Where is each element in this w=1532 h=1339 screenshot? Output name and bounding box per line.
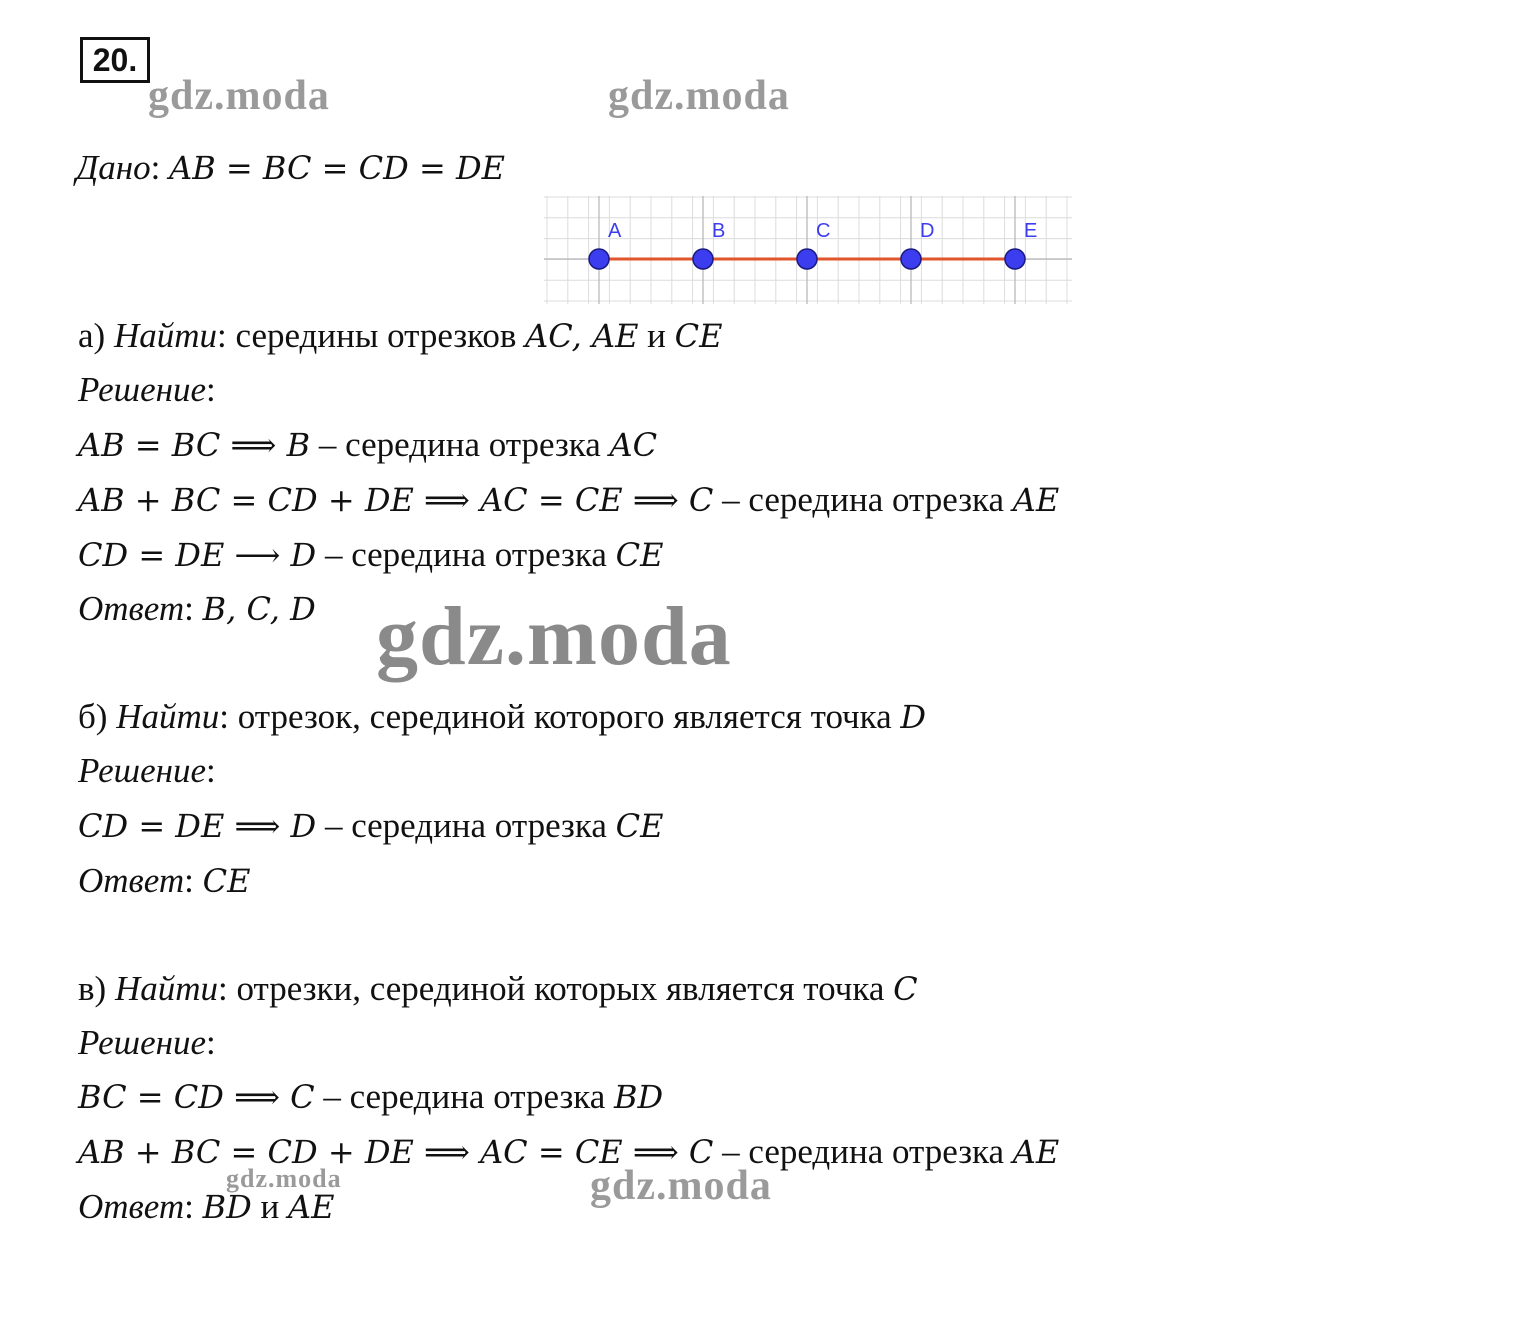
part-c-find-label: Найти — [114, 969, 218, 1008]
part-a-find — [78, 314, 723, 358]
given-equation: AB = BC = CD = DE — [169, 149, 505, 187]
part-b-find — [78, 695, 926, 739]
step-end: CE — [615, 807, 664, 845]
point-label-B: B — [712, 220, 726, 242]
point-B — [693, 249, 713, 269]
step-text: – середина отрезка — [713, 1132, 1013, 1171]
part-c-find-text: : отрезки, серединой которых является точка — [218, 969, 894, 1008]
part-a-find-math-1: AC, AE — [525, 317, 639, 355]
part-a-find-label: Найти — [113, 316, 218, 355]
watermark: gdz.moda — [590, 1163, 772, 1209]
point-E — [1005, 249, 1025, 269]
part-c-answer: Ответ: BD и AE — [78, 1187, 335, 1226]
solution-label: Решение — [78, 751, 207, 790]
part-a-step-1 — [78, 423, 657, 467]
step-math: AB = BC ⟹ B — [78, 426, 311, 464]
answer-label: Ответ — [78, 1187, 185, 1226]
part-c-find — [78, 967, 918, 1011]
answer-value-1: BD — [202, 1188, 252, 1226]
part-c-step-2 — [78, 1130, 1059, 1174]
step-math: AB + BC = CD + DE ⟹ AC = CE ⟹ C — [78, 481, 714, 519]
watermark: gdz.moda — [376, 590, 732, 683]
point-label-E: E — [1024, 220, 1038, 242]
step-end: AC — [609, 426, 658, 464]
part-a-solution-label: Решение: — [78, 370, 216, 409]
answer-and: и — [251, 1187, 288, 1226]
part-c-find-math: C — [893, 970, 918, 1008]
step-text: – середина отрезка — [314, 1077, 615, 1116]
answer-value: CE — [202, 862, 251, 900]
step-text: – середина отрезка — [316, 535, 616, 574]
solution-label: Решение — [78, 1023, 207, 1062]
part-b-find-math: D — [900, 698, 927, 736]
step-end: BD — [614, 1078, 664, 1116]
step-math: CD = DE ⟹ D — [78, 807, 317, 845]
answer-value-2: AE — [287, 1188, 335, 1226]
given-line — [76, 146, 505, 190]
step-math: BC = CD ⟹ C — [78, 1078, 315, 1116]
solution-label: Решение — [78, 370, 207, 409]
step-text: – середина отрезка — [310, 425, 610, 464]
part-a-prefix: а) — [78, 316, 106, 355]
watermark: gdz.moda — [226, 1164, 342, 1193]
step-text: – середина отрезка — [316, 806, 616, 845]
part-a-find-and: и — [638, 316, 675, 355]
part-b-answer: Ответ: CE — [78, 861, 251, 900]
part-a-step-2 — [78, 478, 1059, 522]
problem-number: 20. — [80, 37, 150, 83]
watermark: gdz.moda — [148, 73, 330, 119]
part-b-prefix: б) — [78, 697, 108, 736]
answer-label: Ответ — [78, 861, 185, 900]
point-label-D: D — [920, 220, 935, 242]
step-math: AB + BC = CD + DE ⟹ AC = CE ⟹ C — [78, 1133, 714, 1171]
part-b-step-1 — [78, 804, 663, 848]
step-end: CE — [615, 536, 664, 574]
step-math: CD = DE ⟶ D — [78, 536, 317, 574]
part-b-find-label: Найти — [116, 697, 220, 736]
segment-diagram — [544, 196, 1072, 304]
part-a-find-math-2: CE — [674, 317, 723, 355]
part-b-solution-label: Решение: — [78, 751, 216, 790]
answer-label: Ответ — [78, 589, 185, 628]
part-c-prefix: в) — [78, 969, 107, 1008]
point-label-A: A — [608, 220, 622, 242]
point-D — [901, 249, 921, 269]
step-text: – середина отрезка — [713, 480, 1013, 519]
point-C — [797, 249, 817, 269]
step-end: AE — [1012, 481, 1060, 519]
part-a-step-3 — [78, 533, 663, 577]
part-a-find-text: : середины отрезков — [217, 316, 526, 355]
part-c-solution-label: Решение: — [78, 1023, 216, 1062]
points — [589, 220, 1037, 269]
given-colon: : — [150, 148, 161, 187]
answer-value: B, C, D — [202, 590, 316, 628]
point-label-C: C — [816, 220, 831, 242]
watermark: gdz.moda — [608, 73, 790, 119]
part-c-step-1 — [78, 1075, 663, 1119]
part-a-answer: Ответ: B, C, D — [78, 589, 316, 628]
step-end: AE — [1012, 1133, 1060, 1171]
part-b-find-text: : отрезок, серединой которого является точка — [219, 697, 901, 736]
given-label: Дано — [76, 148, 151, 187]
point-A — [589, 249, 609, 269]
